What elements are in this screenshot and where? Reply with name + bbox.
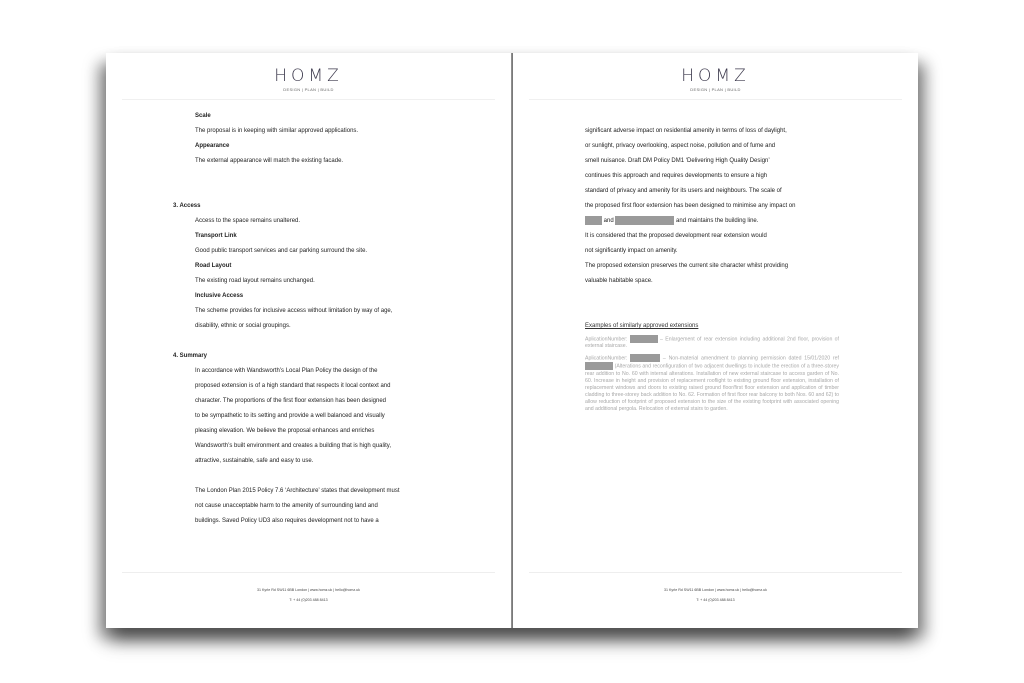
inclusive-heading: Inclusive Access xyxy=(195,293,244,299)
brand-name: HOMZ xyxy=(274,66,343,86)
footer-divider xyxy=(529,572,902,573)
footer-address: 31 Kyrle Rd SW11 6BB London | www.homz.uk | hello@homz.uk xyxy=(257,588,360,592)
left-page-body xyxy=(106,53,511,572)
redaction-block xyxy=(630,335,658,343)
london-plan-line: not cause unacceptable harm to the amenity of surrounding land and xyxy=(195,503,378,509)
page-footer xyxy=(106,585,511,605)
summary-line: attractive, sustainable, safe and easy to use. xyxy=(195,458,314,464)
continuation-line: standard of privacy and amenity for its users and neighbours. The scale of xyxy=(585,188,782,194)
summary-line: Wandsworth’s built environment and creates a building that is high quality, xyxy=(195,443,391,449)
summary-line: character. The proportions of the first floor extension has been designed xyxy=(195,398,387,404)
examples-heading: Examples of similarly approved extensions xyxy=(585,323,699,329)
redaction-block xyxy=(615,216,674,225)
example-item xyxy=(585,354,839,413)
left-page xyxy=(106,53,511,628)
access-text: Access to the space remains unaltered. xyxy=(195,218,301,224)
page-footer xyxy=(513,585,918,605)
continuation-line: or sunlight, privacy overlooking, aspect noise, pollution and of fume and xyxy=(585,143,776,149)
appearance-heading: Appearance xyxy=(195,143,230,149)
footer-phone: T: + 44 (0)203 488 8413 xyxy=(289,598,328,602)
summary-heading: 4. Summary xyxy=(173,353,208,359)
road-text: The existing road layout remains unchanged. xyxy=(195,278,315,284)
amenity-line: The proposed extension preserves the current site character whilst providing xyxy=(585,263,789,269)
continuation-line: significant adverse impact on residential amenity in terms of loss of daylight, xyxy=(585,128,787,134)
example-description: – Enlargement of rear extension including additional 2nd floor, provision of external staircase. xyxy=(585,336,839,350)
london-plan-line: The London Plan 2015 Policy 7.6 ‘Architecture’ states that development must xyxy=(195,488,400,494)
appearance-text: The external appearance will match the existing facade. xyxy=(195,158,344,164)
continuation-line: smell nuisance. Draft DM Policy DM1 ‘Delivering High Quality Design’ xyxy=(585,158,770,164)
amenity-line: not significantly impact on amenity. xyxy=(585,248,678,254)
and-word: and xyxy=(603,218,614,225)
summary-line: pleasing elevation. We believe the proposal enhances and enriches xyxy=(195,428,375,434)
example-description: (Alterations and reconfiguration of two adjacent dwellings to include the erection of a three-storey rear addition to No. 60 with internal alterations. Installation of new external staircase to access garden of No. 60. Increase in height and provision of replacement rooflight to existing ground floor extension, installation of replacement windows and doors to existing raised ground floor/first floor extension and application of timber cladding to three-storey back addition to No. 62. Formation of first floor rear balcony to both Nos. 60 and 62) to allow reduction of footprint of proposed extension to the size of the existing footprint with associated opening and additional pergola. Relocation of external stairs to garden. xyxy=(585,363,839,412)
amenity-line: valuable habitable space. xyxy=(585,278,653,284)
application-number-label: AplicationNumber: xyxy=(585,336,628,343)
footer-divider xyxy=(122,572,495,573)
redacted-line xyxy=(585,216,758,225)
right-page-body xyxy=(513,53,918,572)
redaction-block xyxy=(630,354,660,362)
road-heading: Road Layout xyxy=(195,263,232,269)
scale-text: The proposal is in keeping with similar approved applications. xyxy=(195,128,359,134)
example-item xyxy=(585,335,839,350)
summary-line: proposed extension is of a high standard that respects it local context and xyxy=(195,383,391,389)
transport-heading: Transport Link xyxy=(195,233,237,239)
transport-text: Good public transport services and car parking surround the site. xyxy=(195,248,368,254)
redaction-block xyxy=(585,216,602,225)
continuation-line: the proposed first floor extension has been designed to minimise any impact on xyxy=(585,203,796,209)
document-spread xyxy=(106,53,918,628)
right-page xyxy=(513,53,918,628)
summary-line: to be sympathetic to its setting and provide a well balanced and visually xyxy=(195,413,385,419)
brand-tagline: DESIGN | PLAN | BUILD xyxy=(690,87,741,92)
access-heading: 3. Access xyxy=(173,203,201,209)
inclusive-text-line: The scheme provides for inclusive access without limitation by way of age, xyxy=(195,308,393,314)
application-number-label: AplicationNumber: xyxy=(585,355,628,362)
amenity-line: It is considered that the proposed development rear extension would xyxy=(585,233,767,239)
redaction-block xyxy=(585,362,613,370)
footer-address: 31 Kyrle Rd SW11 6BB London | www.homz.uk | hello@homz.uk xyxy=(664,588,767,592)
inclusive-text-line: disability, ethnic or social groupings. xyxy=(195,323,291,329)
summary-line: In accordance with Wandsworth’s Local Plan Policy the design of the xyxy=(195,368,378,374)
example-ref-prefix: – Non-material amendment to planning permission dated 15/01/2020 ref xyxy=(662,355,839,362)
brand-tagline: DESIGN | PLAN | BUILD xyxy=(283,87,334,92)
redacted-line-tail: and maintains the building line. xyxy=(676,218,759,225)
london-plan-line: buildings. Saved Policy UD3 also requires development not to have a xyxy=(195,518,379,524)
brand-name: HOMZ xyxy=(681,66,750,86)
continuation-line: continues this approach and requires developments to ensure a high xyxy=(585,173,768,179)
scale-heading: Scale xyxy=(195,113,211,119)
footer-phone: T: + 44 (0)203 488 8413 xyxy=(696,598,735,602)
